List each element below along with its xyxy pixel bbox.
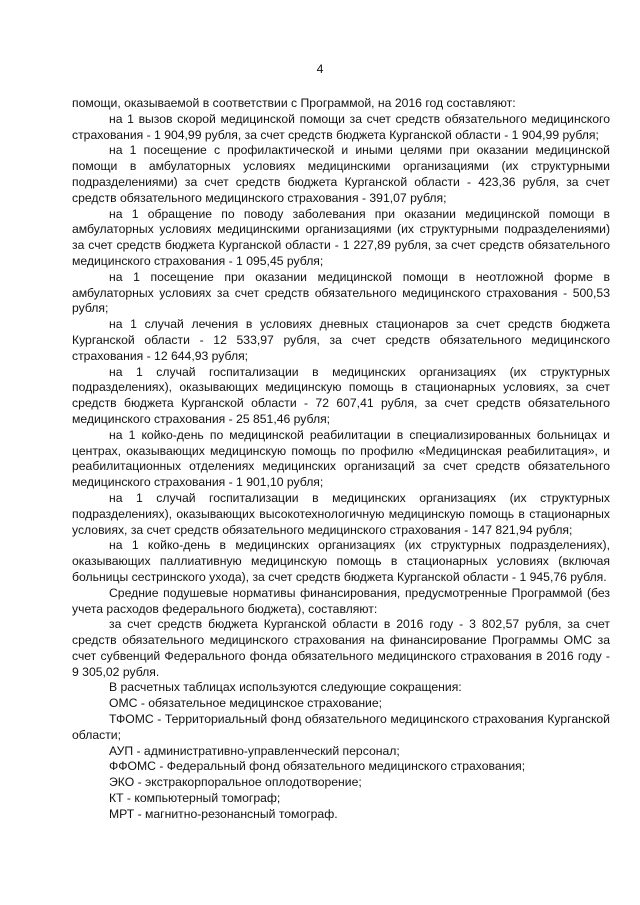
paragraph: на 1 койко-день по медицинской реабилитации в специализированных больницах и центрах, оказывающих медицинскую помощь по профилю «Медицинская реабилитация», и реабилитационных отделениях медицинских организаций за счет средств обязательного медицинского страхования - 1 901,10 рубля; — [72, 427, 610, 490]
paragraph: Средние подушевые нормативы финансирования, предусмотренные Программой (без учета расходов федерального бюджета), составляют: — [72, 585, 610, 616]
paragraph: на 1 койко-день в медицинских организациях (их структурных подразделениях), оказывающих паллиативную медицинскую помощь в стационарных условиях (включая больницы сестринского ухода), за счет средств бюджета Курганской области - 1 945,76 рубля. — [72, 538, 610, 584]
paragraph: на 1 обращение по поводу заболевания при оказании медицинской помощи в амбулаторных условиях медицинскими организациями (их структурными подразделениями) за счет средств бюджета Курганской области - 1 227,89 рубля, за счет средств обязательного медицинского страхования - 1 095,45 рубля; — [72, 206, 610, 268]
abbreviation-item: ОМС - обязательное медицинское страхование; — [109, 696, 383, 711]
paragraph: на 1 посещение с профилактической и иными целями при оказании медицинской помощи в амбулаторных условиях медицинскими организациями (их структурными подразделениями) за счет средств бюджета Курганской области - 423,36 рубля, за счет средств обязательного медицинского страхования - 391,07 рубля; — [72, 143, 610, 205]
paragraph: на 1 случай госпитализации в медицинских организациях (их структурных подразделениях), оказывающих высокотехнологичную медицинскую помощь в стационарных условиях, за счет средств обязательного медицинского страхования - 147 821,94 рубля; — [72, 490, 610, 537]
paragraph: на 1 случай госпитализации в медицинских организациях (их структурных подразделениях), оказывающих медицинскую помощь в стационарных условиях, за счет средств бюджета Курганской области - 72 607,41 рубля, за счет средств обязательного медицинского страхования - 25 851,46 рубля; — [72, 364, 610, 426]
paragraph: за счет средств бюджета Курганской области в 2016 году - 3 802,57 рубля, за счет средств обязательного медицинского страхования на финансирование Программы ОМС за счет субвенций Федерального фонда обязательного медицинского страхования в 2016 году - 9 305,02 рубля. — [72, 617, 610, 679]
body-text — [72, 96, 610, 823]
abbreviation-item: ТФОМС - Территориальный фонд обязательного медицинского страхования Курганской области; — [72, 712, 610, 742]
abbreviation-item: ФФОМС - Федеральный фонд обязательного медицинского страхования; — [109, 759, 526, 774]
abbreviation-item: МРТ - магнитно-резонансный томограф. — [109, 806, 338, 821]
paragraph: помощи, оказываемой в соответствии с Программой, на 2016 год составляют: — [72, 96, 516, 110]
paragraph: на 1 посещение при оказании медицинской помощи в неотложной форме в амбулаторных условиях за счет средств обязательного медицинского страхования - 500,53 рубля; — [72, 269, 610, 316]
abbreviations-intro: В расчетных таблицах используются следующие сокращения: — [109, 680, 462, 695]
page-number: 4 — [316, 62, 324, 76]
abbreviation-item: АУП - административно-управленческий персонал; — [109, 743, 400, 758]
abbreviation-item: КТ - компьютерный томограф; — [109, 791, 281, 806]
paragraph: на 1 случай лечения в условиях дневных стационаров за счет средств бюджета Курганской области - 12 533,97 рубля, за счет средств обязательного медицинского страхования - 12 644,93 рубля; — [72, 317, 610, 363]
paragraph: на 1 вызов скорой медицинской помощи за счет средств обязательного медицинского страхования - 1 904,99 рубля, за счет средств бюджета Курганской области - 1 904,99 рубля; — [72, 111, 610, 142]
abbreviation-item: ЭКО - экстракорпоральное оплодотворение; — [109, 775, 362, 790]
